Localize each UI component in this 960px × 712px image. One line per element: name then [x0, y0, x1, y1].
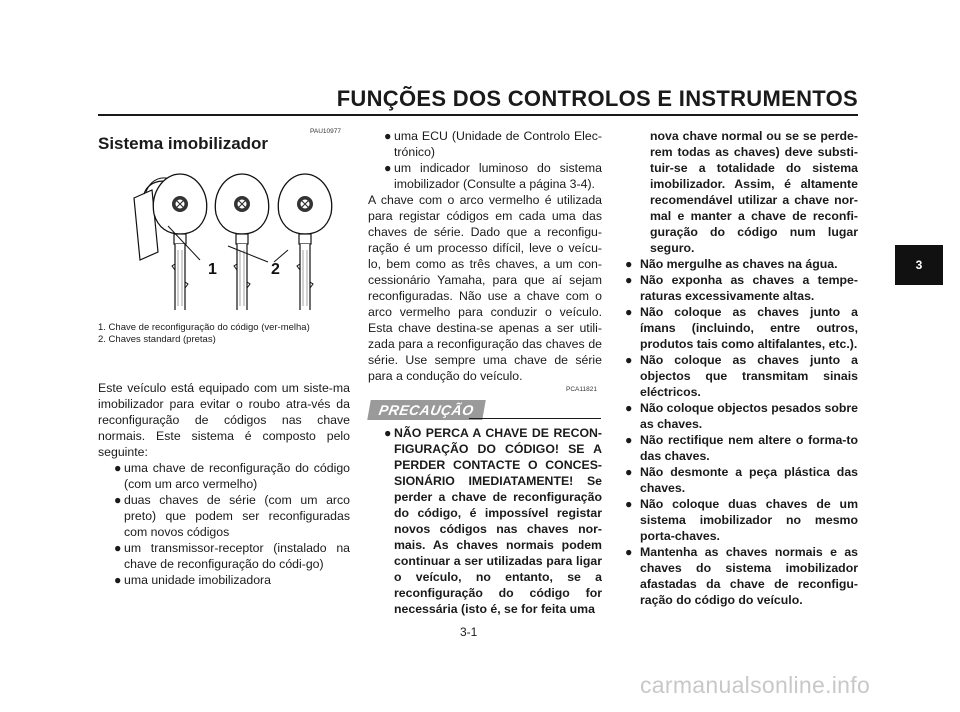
list-item: ● uma unidade imobilizadora	[114, 573, 271, 587]
bullet-icon: ●	[625, 497, 633, 511]
component-list	[98, 460, 350, 588]
bullet-icon: ●	[625, 353, 633, 367]
component-list-continued	[368, 128, 602, 192]
bullet-icon: ●	[114, 493, 122, 507]
caution-item: ● Não mergulhe as chaves na água.	[625, 257, 838, 271]
bullet-icon: ●	[625, 465, 633, 479]
standard-key-icon	[215, 174, 268, 310]
caution-item: ● Mantenha as chaves normais e as chaves do sistema imobilizador afastadas da chave de reconfigu-ração do código do veículo.	[625, 545, 858, 607]
caution-item: ● NÃO PERCA A CHAVE DE RECON-FIGURAÇÃO DO CÓDIGO! SE A PERDER CONTACTE O CONCES-SIONÁRIO IMEDIATAMENTE! Se perder a chave de reconfiguração do código, é impossível registar novos códigos nas chaves nor-mais. As chaves normais podem continuar a ser utilizadas para ligar o veículo, no entanto, se a reconfiguração do código for necessária (isto é, se for feita uma	[384, 426, 602, 616]
list-item: ● uma ECU (Unidade de Controlo Elec-trónico)	[384, 129, 602, 159]
middle-column	[368, 128, 602, 384]
bullet-icon: ●	[625, 305, 633, 319]
bullet-icon: ●	[384, 129, 392, 143]
caution-list	[624, 256, 858, 608]
bullet-icon: ●	[625, 545, 633, 559]
caution-header	[369, 398, 601, 422]
section-ref-code: PAU10977	[310, 128, 341, 135]
bullet-icon: ●	[384, 426, 392, 440]
bullet-icon: ●	[625, 433, 633, 447]
bullet-icon: ●	[114, 541, 122, 555]
caution-item: ● Não coloque as chaves junto a objectos que transmitam sinais eléctricos.	[625, 353, 858, 399]
bullet-icon: ●	[384, 161, 392, 175]
callout-2: 2	[271, 261, 280, 278]
chapter-title: FUNÇÕES DOS CONTROLOS E INSTRUMENTOS	[336, 86, 858, 111]
caption-item: 1. Chave de reconfiguração do código (ver-melha)	[98, 322, 310, 333]
list-item: ● um indicador luminoso do sistema imobilizador (Consulte a página 3-4).	[384, 161, 602, 191]
bullet-icon: ●	[625, 273, 633, 287]
watermark: carmanualsonline.info	[640, 672, 871, 698]
list-item: ● uma chave de reconfiguração do código (com um arco vermelho)	[114, 461, 350, 491]
body-paragraph: A chave com o arco vermelho é utilizada para registar códigos em cada uma das chaves de série. Dado que a reconfigu-ração é um processo difícil, leve o veícu-lo, bem como as três chaves, a um con-cessionário Yamaha, para que aí sejam reconfiguradas. Não use a chave com o arco vermelho para conduzir o veículo. Esta chave destina-se apenas a ser utili-zada para a reconfiguração das chaves de série. Use sempre uma chave de série para a condução do veículo.	[368, 193, 602, 383]
header-rule	[98, 114, 858, 116]
caution-ref-code: PCA11821	[566, 386, 597, 393]
page-number: 3-1	[460, 625, 478, 639]
figure-caption	[98, 322, 348, 346]
caution-item: ● Não exponha as chaves a tempe-raturas excessivamente altas.	[625, 273, 858, 303]
keys-illustration	[128, 170, 342, 310]
list-item: ● duas chaves de série (com um arco preto) que podem ser reconfiguradas com novos códigos	[114, 493, 350, 539]
caution-block	[368, 425, 602, 617]
bullet-icon: ●	[625, 257, 633, 271]
caution-item: ● Não coloque objectos pesados sobre as chaves.	[625, 401, 858, 431]
left-column	[98, 380, 350, 588]
chapter-tab[interactable]: 3	[895, 245, 943, 285]
bullet-icon: ●	[114, 573, 122, 587]
bullet-icon: ●	[625, 401, 633, 415]
bullet-icon: ●	[114, 461, 122, 475]
standard-key-icon	[278, 174, 331, 310]
intro-paragraph: Este veículo está equipado com um siste-ma imobilizador para evitar o roubo atra-vés da reconfiguração de códigos nas chave normais. Este sistema é composto pelo seguinte:	[98, 381, 350, 459]
list-item: ● um transmissor-receptor (instalado na chave de reconfiguração do códi-go)	[114, 541, 350, 571]
section-title: Sistema imobilizador	[98, 134, 269, 153]
caution-continuation: nova chave normal ou se se perde-rem todas as chaves) deve substi-tuir-se a totalidade do sistema imobilizador. Assim, é altamente recomendável utilizar a chave nor-mal e manter a chave de reconfi-guração do código num lugar seguro.	[650, 129, 858, 255]
caption-item: 2. Chaves standard (pretas)	[98, 334, 216, 345]
caution-rule	[469, 418, 601, 419]
caution-item: ● Não coloque duas chaves de um sistema imobilizador no mesmo porta-chaves.	[625, 497, 858, 543]
callout-1: 1	[208, 261, 217, 278]
caution-item: ● Não coloque as chaves junto a ímans (incluindo, entre outros, produtos tais como altifalantes, etc.).	[625, 305, 858, 351]
caution-item: ● Não rectifique nem altere o forma-to das chaves.	[625, 433, 858, 463]
right-column	[624, 128, 858, 608]
caution-item: ● Não desmonte a peça plástica das chaves.	[625, 465, 858, 495]
caution-badge: PRECAUÇÃO	[367, 400, 485, 420]
reconfiguration-key-icon	[153, 174, 206, 310]
